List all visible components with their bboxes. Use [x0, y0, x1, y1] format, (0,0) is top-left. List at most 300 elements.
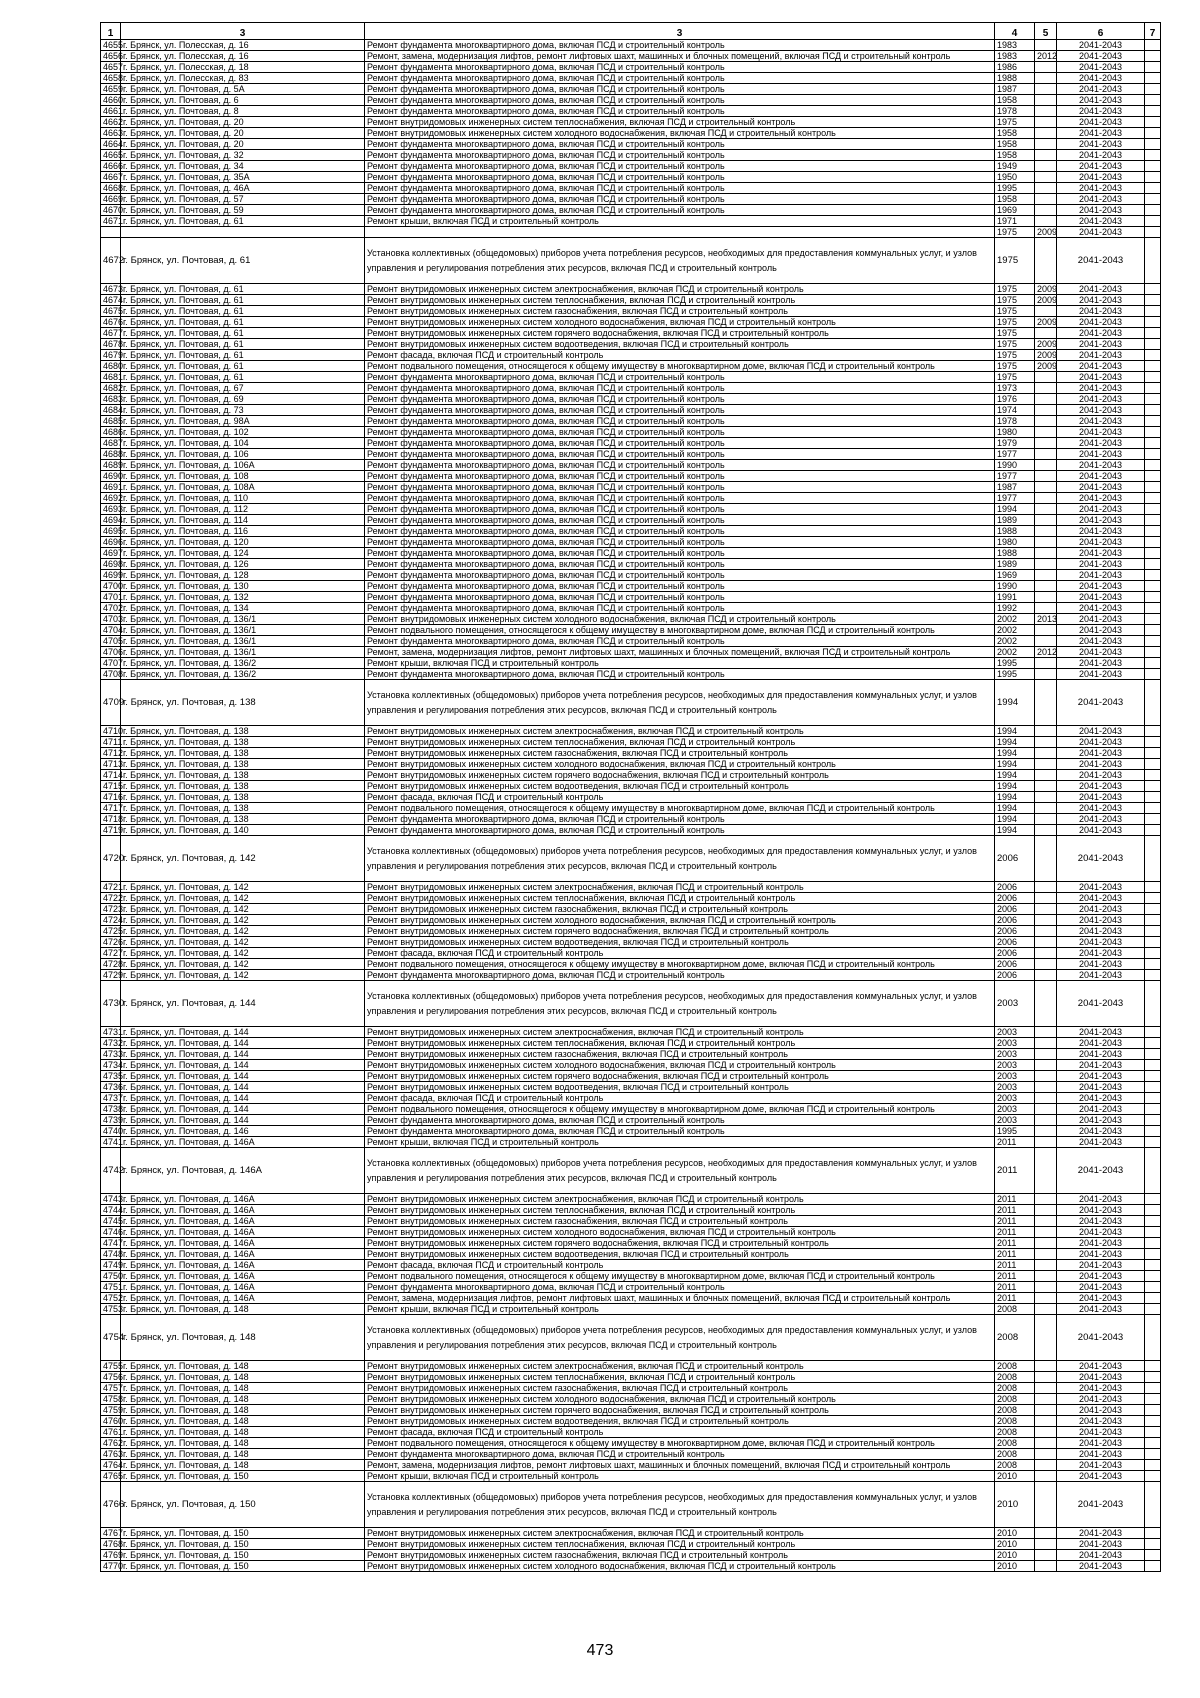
row-number: 4753: [101, 1304, 121, 1315]
extra-cell: [1145, 1205, 1161, 1216]
year-built-cell: 1958: [995, 194, 1035, 205]
address-cell: г. Брянск, ул. Почтовая, д. 146А: [121, 1148, 365, 1194]
extra-cell: [1145, 515, 1161, 526]
table-row: [101, 1315, 1161, 1361]
planned-period-cell: 2041-2043: [1057, 1460, 1145, 1471]
table-row: [101, 383, 1161, 394]
address-cell: г. Брянск, ул. Почтовая, д. 106: [121, 449, 365, 460]
table-row: [101, 614, 1161, 625]
row-number: 4699: [101, 570, 121, 581]
row-number: 4680: [101, 361, 121, 372]
work-type-cell: Ремонт внутридомовых инженерных систем горячего водоснабжения, включая ПСД и строительный контроль: [365, 770, 995, 781]
address-cell: г. Брянск, ул. Почтовая, д. 148: [121, 1372, 365, 1383]
year-built-cell: 2002: [995, 636, 1035, 647]
last-repair-year-cell: [1035, 1093, 1057, 1104]
row-number: 4761: [101, 1427, 121, 1438]
address-cell: г. Брянск, ул. Почтовая, д. 148: [121, 1460, 365, 1471]
year-built-cell: 2003: [995, 1082, 1035, 1093]
extra-cell: [1145, 1383, 1161, 1394]
row-number: 4731: [101, 1027, 121, 1038]
planned-period-cell: 2041-2043: [1057, 1482, 1145, 1528]
address-cell: г. Брянск, ул. Почтовая, д. 46А: [121, 183, 365, 194]
year-built-cell: 1975: [995, 350, 1035, 361]
extra-cell: [1145, 1372, 1161, 1383]
address-cell: г. Брянск, ул. Почтовая, д. 69: [121, 394, 365, 405]
last-repair-year-cell: [1035, 1304, 1057, 1315]
planned-period-cell: 2041-2043: [1057, 205, 1145, 216]
work-type-cell: Ремонт фундамента многоквартирного дома, включая ПСД и строительный контроль: [365, 427, 995, 438]
table-row: [101, 759, 1161, 770]
year-built-cell: 2003: [995, 1049, 1035, 1060]
extra-cell: [1145, 614, 1161, 625]
table-row: [101, 959, 1161, 970]
planned-period-cell: 2041-2043: [1057, 1405, 1145, 1416]
row-number: 4708: [101, 669, 121, 680]
table-row: [101, 1260, 1161, 1271]
work-type-cell: Ремонт внутридомовых инженерных систем газоснабжения, включая ПСД и строительный контроль: [365, 306, 995, 317]
work-type-cell: Ремонт фундамента многоквартирного дома, включая ПСД и строительный контроль: [365, 570, 995, 581]
work-type-cell: Ремонт фундамента многоквартирного дома, включая ПСД и строительный контроль: [365, 139, 995, 150]
table-row: [101, 1027, 1161, 1038]
work-type-cell: Ремонт подвального помещения, относящегося к общему имуществу в многоквартирном доме, включая ПСД и строительный контроль: [365, 803, 995, 814]
table-row: [101, 814, 1161, 825]
work-type-cell: Ремонт внутридомовых инженерных систем горячего водоснабжения, включая ПСД и строительный контроль: [365, 1238, 995, 1249]
row-number: 4668: [101, 183, 121, 194]
address-cell: г. Брянск, ул. Почтовая, д. 130: [121, 581, 365, 592]
extra-cell: [1145, 537, 1161, 548]
last-repair-year-cell: [1035, 150, 1057, 161]
extra-cell: [1145, 926, 1161, 937]
address-cell: г. Брянск, ул. Почтовая, д. 150: [121, 1561, 365, 1572]
work-type-cell: Ремонт внутридомовых инженерных систем теплоснабжения, включая ПСД и строительный контроль: [365, 1539, 995, 1550]
table-row: [101, 1528, 1161, 1539]
work-type-cell: Ремонт внутридомовых инженерных систем теплоснабжения, включая ПСД и строительный контроль: [365, 295, 995, 306]
last-repair-year-cell: [1035, 1282, 1057, 1293]
address-cell: г. Брянск, ул. Почтовая, д. 73: [121, 405, 365, 416]
planned-period-cell: 2041-2043: [1057, 759, 1145, 770]
year-built-cell: 2003: [995, 1115, 1035, 1126]
planned-period-cell: 2041-2043: [1057, 970, 1145, 981]
row-number: 4659: [101, 84, 121, 95]
address-cell: г. Брянск, ул. Почтовая, д. 136/1: [121, 636, 365, 647]
planned-period-cell: 2041-2043: [1057, 926, 1145, 937]
row-number: 4693: [101, 504, 121, 515]
row-number: 4687: [101, 438, 121, 449]
work-type-cell: Ремонт крыши, включая ПСД и строительный контроль: [365, 1137, 995, 1148]
extra-cell: [1145, 625, 1161, 636]
year-built-cell: 2002: [995, 625, 1035, 636]
year-built-cell: 2011: [995, 1216, 1035, 1227]
row-number: 4762: [101, 1438, 121, 1449]
row-number: 4747: [101, 1238, 121, 1249]
row-number: 4757: [101, 1383, 121, 1394]
year-built-cell: 1975: [995, 306, 1035, 317]
table-row: [101, 438, 1161, 449]
work-type-cell: Ремонт внутридомовых инженерных систем водоотведения, включая ПСД и строительный контроль: [365, 937, 995, 948]
row-number: 4725: [101, 926, 121, 937]
address-cell: г. Брянск, ул. Почтовая, д. 138: [121, 803, 365, 814]
row-number: 4662: [101, 117, 121, 128]
work-type-cell: Ремонт фундамента многоквартирного дома, включая ПСД и строительный контроль: [365, 581, 995, 592]
extra-cell: [1145, 1460, 1161, 1471]
header-col-3: 3: [365, 23, 995, 40]
address-cell: г. Брянск, ул. Почтовая, д. 148: [121, 1449, 365, 1460]
row-number: 4676: [101, 317, 121, 328]
last-repair-year-cell: [1035, 438, 1057, 449]
last-repair-year-cell: 2009: [1035, 227, 1057, 238]
year-built-cell: 2006: [995, 959, 1035, 970]
planned-period-cell: 2041-2043: [1057, 317, 1145, 328]
last-repair-year-cell: [1035, 1550, 1057, 1561]
extra-cell: [1145, 893, 1161, 904]
address-cell: г. Брянск, ул. Почтовая, д. 35А: [121, 172, 365, 183]
planned-period-cell: 2041-2043: [1057, 592, 1145, 603]
work-type-cell: Ремонт фундамента многоквартирного дома, включая ПСД и строительный контроль: [365, 84, 995, 95]
work-type-cell: Ремонт внутридомовых инженерных систем водоотведения, включая ПСД и строительный контроль: [365, 781, 995, 792]
table-row: [101, 1115, 1161, 1126]
address-cell: г. Брянск, ул. Почтовая, д. 128: [121, 570, 365, 581]
planned-period-cell: 2041-2043: [1057, 216, 1145, 227]
work-type-cell: Ремонт фундамента многоквартирного дома, включая ПСД и строительный контроль: [365, 537, 995, 548]
row-number: 4715: [101, 781, 121, 792]
planned-period-cell: 2041-2043: [1057, 581, 1145, 592]
row-number: 4737: [101, 1093, 121, 1104]
table-row: [101, 482, 1161, 493]
address-cell: г. Брянск, ул. Почтовая, д. 150: [121, 1539, 365, 1550]
planned-period-cell: 2041-2043: [1057, 1315, 1145, 1361]
row-number: 4661: [101, 106, 121, 117]
last-repair-year-cell: [1035, 548, 1057, 559]
address-cell: г. Брянск, ул. Почтовая, д. 61: [121, 306, 365, 317]
work-type-cell: Ремонт внутридомовых инженерных систем теплоснабжения, включая ПСД и строительный контроль: [365, 893, 995, 904]
address-cell: г. Брянск, ул. Почтовая, д. 138: [121, 781, 365, 792]
table-row: [101, 1550, 1161, 1561]
table-row: [101, 62, 1161, 73]
table-row: [101, 1405, 1161, 1416]
row-number: 4696: [101, 537, 121, 548]
work-type-cell: Ремонт внутридомовых инженерных систем водоотведения, включая ПСД и строительный контроль: [365, 1082, 995, 1093]
planned-period-cell: 2041-2043: [1057, 1528, 1145, 1539]
row-number: 4767: [101, 1528, 121, 1539]
last-repair-year-cell: [1035, 183, 1057, 194]
year-built-cell: 2003: [995, 1093, 1035, 1104]
address-cell: г. Брянск, ул. Почтовая, д. 108: [121, 471, 365, 482]
planned-period-cell: 2041-2043: [1057, 726, 1145, 737]
address-cell: г. Брянск, ул. Почтовая, д. 144: [121, 1038, 365, 1049]
work-type-cell: Ремонт внутридомовых инженерных систем электроснабжения, включая ПСД и строительный контроль: [365, 1027, 995, 1038]
planned-period-cell: 2041-2043: [1057, 981, 1145, 1027]
last-repair-year-cell: [1035, 1405, 1057, 1416]
address-cell: г. Брянск, ул. Почтовая, д. 20: [121, 128, 365, 139]
extra-cell: [1145, 959, 1161, 970]
address-cell: г. Брянск, ул. Почтовая, д. 144: [121, 1071, 365, 1082]
last-repair-year-cell: [1035, 1528, 1057, 1539]
year-built-cell: 2003: [995, 1071, 1035, 1082]
work-type-cell: Ремонт фундамента многоквартирного дома, включая ПСД и строительный контроль: [365, 95, 995, 106]
work-type-cell: Ремонт фундамента многоквартирного дома, включая ПСД и строительный контроль: [365, 460, 995, 471]
last-repair-year-cell: [1035, 504, 1057, 515]
year-built-cell: 1994: [995, 680, 1035, 726]
last-repair-year-cell: [1035, 1539, 1057, 1550]
row-number: 4722: [101, 893, 121, 904]
planned-period-cell: 2041-2043: [1057, 1449, 1145, 1460]
work-type-cell: Ремонт фасада, включая ПСД и строительный контроль: [365, 1093, 995, 1104]
planned-period-cell: 2041-2043: [1057, 1216, 1145, 1227]
row-number: 4769: [101, 1550, 121, 1561]
work-type-cell: Ремонт, замена, модернизация лифтов, ремонт лифтовых шахт, машинных и блочных помещений, включая ПСД и строительный контроль: [365, 647, 995, 658]
last-repair-year-cell: [1035, 904, 1057, 915]
work-type-cell: Установка коллективных (общедомовых) приборов учета потребления ресурсов, необходимых для предоставления коммунальных услуг, и узлов управления и регулирования потребления этих ресурсов, включая ПСД и строительный контроль: [365, 981, 995, 1027]
last-repair-year-cell: [1035, 625, 1057, 636]
address-cell: г. Брянск, ул. Почтовая, д. 61: [121, 328, 365, 339]
year-built-cell: 1977: [995, 471, 1035, 482]
table-row: [101, 1227, 1161, 1238]
table-row: [101, 139, 1161, 150]
year-built-cell: 1983: [995, 40, 1035, 51]
row-number: 4720: [101, 836, 121, 882]
table-row: [101, 284, 1161, 295]
last-repair-year-cell: [1035, 106, 1057, 117]
planned-period-cell: 2041-2043: [1057, 770, 1145, 781]
extra-cell: [1145, 1148, 1161, 1194]
extra-cell: [1145, 915, 1161, 926]
extra-cell: [1145, 559, 1161, 570]
work-type-cell: Ремонт фундамента многоквартирного дома, включая ПСД и строительный контроль: [365, 825, 995, 836]
planned-period-cell: 2041-2043: [1057, 1293, 1145, 1304]
last-repair-year-cell: [1035, 1238, 1057, 1249]
work-type-cell: Ремонт фасада, включая ПСД и строительный контроль: [365, 350, 995, 361]
table-row: [101, 1394, 1161, 1405]
address-cell: г. Брянск, ул. Почтовая, д. 59: [121, 205, 365, 216]
row-number: 4675: [101, 306, 121, 317]
planned-period-cell: 2041-2043: [1057, 1282, 1145, 1293]
row-number: 4768: [101, 1539, 121, 1550]
row-number: 4714: [101, 770, 121, 781]
table-row: [101, 416, 1161, 427]
planned-period-cell: 2041-2043: [1057, 350, 1145, 361]
address-cell: г. Брянск, ул. Почтовая, д. 6: [121, 95, 365, 106]
year-built-cell: 1994: [995, 803, 1035, 814]
address-cell: г. Брянск, ул. Почтовая, д. 146А: [121, 1293, 365, 1304]
year-built-cell: 2010: [995, 1471, 1035, 1482]
row-number: 4660: [101, 95, 121, 106]
year-built-cell: 2011: [995, 1148, 1035, 1194]
row-number: 4702: [101, 603, 121, 614]
year-built-cell: 2008: [995, 1394, 1035, 1405]
year-built-cell: 1975: [995, 328, 1035, 339]
planned-period-cell: 2041-2043: [1057, 737, 1145, 748]
year-built-cell: 1995: [995, 183, 1035, 194]
planned-period-cell: 2041-2043: [1057, 647, 1145, 658]
planned-period-cell: 2041-2043: [1057, 937, 1145, 948]
planned-period-cell: 2041-2043: [1057, 194, 1145, 205]
extra-cell: [1145, 1049, 1161, 1060]
work-type-cell: Ремонт крыши, включая ПСД и строительный контроль: [365, 658, 995, 669]
row-number: 4755: [101, 1361, 121, 1372]
extra-cell: [1145, 1071, 1161, 1082]
row-number: 4694: [101, 515, 121, 526]
address-cell: г. Брянск, ул. Почтовая, д. 138: [121, 680, 365, 726]
work-type-cell: Ремонт внутридомовых инженерных систем электроснабжения, включая ПСД и строительный контроль: [365, 1194, 995, 1205]
year-built-cell: 1987: [995, 482, 1035, 493]
planned-period-cell: 2041-2043: [1057, 515, 1145, 526]
header-col-5: 5: [1035, 23, 1057, 40]
year-built-cell: 2006: [995, 970, 1035, 981]
extra-cell: [1145, 139, 1161, 150]
year-built-cell: 1988: [995, 73, 1035, 84]
row-number: 4740: [101, 1126, 121, 1137]
extra-cell: [1145, 1471, 1161, 1482]
planned-period-cell: 2041-2043: [1057, 227, 1145, 238]
table-row: [101, 1416, 1161, 1427]
address-cell: г. Брянск, ул. Почтовая, д. 142: [121, 926, 365, 937]
header-col-4: 4: [995, 23, 1035, 40]
work-type-cell: Ремонт фундамента многоквартирного дома, включая ПСД и строительный контроль: [365, 106, 995, 117]
last-repair-year-cell: [1035, 405, 1057, 416]
row-number: 4726: [101, 937, 121, 948]
last-repair-year-cell: [1035, 970, 1057, 981]
row-number: 4735: [101, 1071, 121, 1082]
planned-period-cell: 2041-2043: [1057, 106, 1145, 117]
year-built-cell: 2003: [995, 981, 1035, 1027]
extra-cell: [1145, 792, 1161, 803]
work-type-cell: Ремонт фундамента многоквартирного дома, включая ПСД и строительный контроль: [365, 669, 995, 680]
work-type-cell: Ремонт подвального помещения, относящегося к общему имуществу в многоквартирном доме, включая ПСД и строительный контроль: [365, 1271, 995, 1282]
extra-cell: [1145, 1361, 1161, 1372]
last-repair-year-cell: [1035, 216, 1057, 227]
row-number: 4703: [101, 614, 121, 625]
last-repair-year-cell: [1035, 636, 1057, 647]
year-built-cell: 1979: [995, 438, 1035, 449]
row-number: 4695: [101, 526, 121, 537]
planned-period-cell: 2041-2043: [1057, 1260, 1145, 1271]
extra-cell: [1145, 1038, 1161, 1049]
table-row: [101, 350, 1161, 361]
work-type-cell: Ремонт внутридомовых инженерных систем водоотведения, включая ПСД и строительный контроль: [365, 1249, 995, 1260]
extra-cell: [1145, 73, 1161, 84]
work-type-cell: Ремонт внутридомовых инженерных систем водоотведения, включая ПСД и строительный контроль: [365, 1416, 995, 1427]
last-repair-year-cell: 2009: [1035, 361, 1057, 372]
planned-period-cell: 2041-2043: [1057, 405, 1145, 416]
extra-cell: [1145, 1194, 1161, 1205]
year-built-cell: 2011: [995, 1227, 1035, 1238]
last-repair-year-cell: [1035, 726, 1057, 737]
table-row: [101, 937, 1161, 948]
last-repair-year-cell: [1035, 737, 1057, 748]
table-row: [101, 194, 1161, 205]
work-type-cell: Установка коллективных (общедомовых) приборов учета потребления ресурсов, необходимых для предоставления коммунальных услуг, и узлов управления и регулирования потребления этих ресурсов, включая ПСД и строительный контроль: [365, 1148, 995, 1194]
planned-period-cell: 2041-2043: [1057, 1115, 1145, 1126]
work-type-cell: Ремонт фундамента многоквартирного дома, включая ПСД и строительный контроль: [365, 559, 995, 570]
planned-period-cell: 2041-2043: [1057, 904, 1145, 915]
year-built-cell: 1950: [995, 172, 1035, 183]
table-row: [101, 205, 1161, 216]
last-repair-year-cell: [1035, 1361, 1057, 1372]
last-repair-year-cell: [1035, 1060, 1057, 1071]
year-built-cell: 2006: [995, 893, 1035, 904]
planned-period-cell: 2041-2043: [1057, 1126, 1145, 1137]
row-number: 4666: [101, 161, 121, 172]
work-type-cell: Ремонт фундамента многоквартирного дома, включая ПСД и строительный контроль: [365, 62, 995, 73]
row-number: 4658: [101, 73, 121, 84]
table-row: [101, 537, 1161, 548]
table-row: [101, 570, 1161, 581]
address-cell: г. Брянск, ул. Почтовая, д. 126: [121, 559, 365, 570]
last-repair-year-cell: [1035, 1027, 1057, 1038]
extra-cell: [1145, 150, 1161, 161]
extra-cell: [1145, 581, 1161, 592]
year-built-cell: 2011: [995, 1205, 1035, 1216]
planned-period-cell: 2041-2043: [1057, 570, 1145, 581]
row-number: 4664: [101, 139, 121, 150]
table-row: [101, 172, 1161, 183]
work-type-cell: Установка коллективных (общедомовых) приборов учета потребления ресурсов, необходимых для предоставления коммунальных услуг, и узлов управления и регулирования потребления этих ресурсов, включая ПСД и строительный контроль: [365, 836, 995, 882]
last-repair-year-cell: [1035, 194, 1057, 205]
row-number: 4751: [101, 1282, 121, 1293]
last-repair-year-cell: [1035, 1104, 1057, 1115]
year-built-cell: 1975: [995, 317, 1035, 328]
extra-cell: [1145, 836, 1161, 882]
last-repair-year-cell: [1035, 1038, 1057, 1049]
row-number: 4704: [101, 625, 121, 636]
work-type-cell: Ремонт внутридомовых инженерных систем газоснабжения, включая ПСД и строительный контроль: [365, 748, 995, 759]
work-type-cell: Ремонт внутридомовых инженерных систем холодного водоснабжения, включая ПСД и строительный контроль: [365, 614, 995, 625]
address-cell: г. Брянск, ул. Почтовая, д. 20: [121, 117, 365, 128]
year-built-cell: 1992: [995, 603, 1035, 614]
year-built-cell: 2008: [995, 1460, 1035, 1471]
address-cell: г. Брянск, ул. Почтовая, д. 142: [121, 836, 365, 882]
work-type-cell: Ремонт подвального помещения, относящегося к общему имуществу в многоквартирном доме, включая ПСД и строительный контроль: [365, 959, 995, 970]
last-repair-year-cell: [1035, 328, 1057, 339]
planned-period-cell: 2041-2043: [1057, 559, 1145, 570]
row-number: 4711: [101, 737, 121, 748]
last-repair-year-cell: [1035, 1049, 1057, 1060]
extra-cell: [1145, 205, 1161, 216]
table-row: [101, 1082, 1161, 1093]
last-repair-year-cell: [1035, 1438, 1057, 1449]
work-type-cell: Ремонт фундамента многоквартирного дома, включая ПСД и строительный контроль: [365, 526, 995, 537]
row-number: 4688: [101, 449, 121, 460]
table-row: [101, 792, 1161, 803]
address-cell: г. Брянск, ул. Почтовая, д. 146А: [121, 1216, 365, 1227]
address-cell: г. Брянск, ул. Почтовая, д. 112: [121, 504, 365, 515]
planned-period-cell: 2041-2043: [1057, 748, 1145, 759]
address-cell: [121, 227, 365, 238]
row-number: 4678: [101, 339, 121, 350]
row-number: 4657: [101, 62, 121, 73]
last-repair-year-cell: [1035, 372, 1057, 383]
table-row: [101, 51, 1161, 62]
year-built-cell: 1994: [995, 781, 1035, 792]
extra-cell: [1145, 394, 1161, 405]
work-type-cell: Ремонт внутридомовых инженерных систем холодного водоснабжения, включая ПСД и строительный контроль: [365, 317, 995, 328]
year-built-cell: 2006: [995, 937, 1035, 948]
work-type-cell: Ремонт внутридомовых инженерных систем холодного водоснабжения, включая ПСД и строительный контроль: [365, 128, 995, 139]
last-repair-year-cell: [1035, 117, 1057, 128]
year-built-cell: 1994: [995, 726, 1035, 737]
row-number: 4733: [101, 1049, 121, 1060]
work-type-cell: Ремонт фундамента многоквартирного дома, включая ПСД и строительный контроль: [365, 449, 995, 460]
extra-cell: [1145, 759, 1161, 770]
row-number: 4739: [101, 1115, 121, 1126]
row-number: 4718: [101, 814, 121, 825]
address-cell: г. Брянск, ул. Почтовая, д. 138: [121, 737, 365, 748]
row-number: 4724: [101, 915, 121, 926]
table-row: [101, 726, 1161, 737]
table-row: [101, 970, 1161, 981]
address-cell: г. Брянск, ул. Почтовая, д. 8: [121, 106, 365, 117]
address-cell: г. Брянск, ул. Почтовая, д. 146А: [121, 1205, 365, 1216]
